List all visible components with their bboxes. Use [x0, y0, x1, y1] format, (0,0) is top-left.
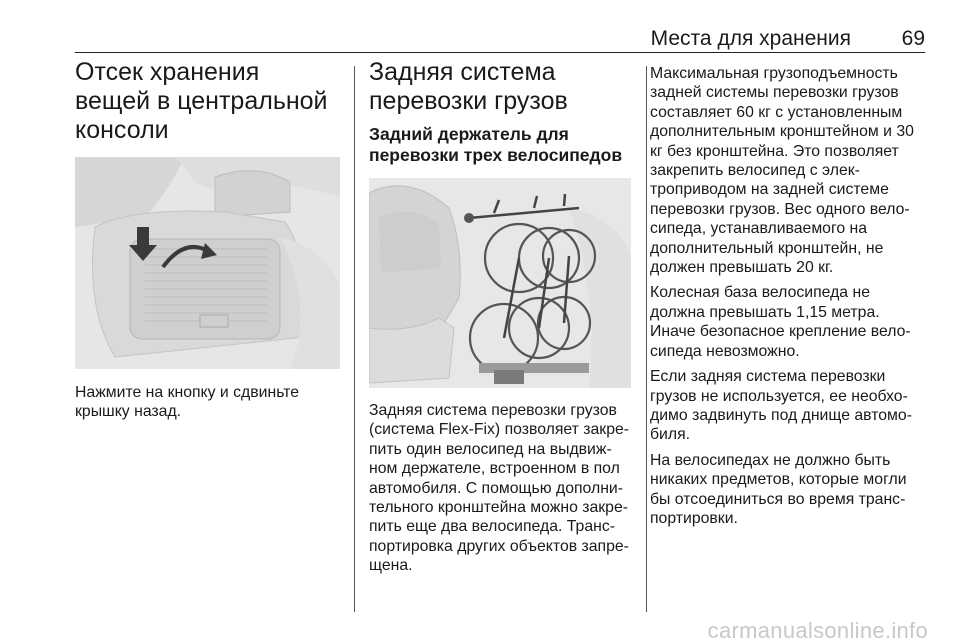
stowage-paragraph: Если задняя система перевозки грузов не используется, ее необходимо задвинуть под днище автомобиля.	[650, 368, 912, 444]
console-storage-caption: Нажмите на кнопку и сдвиньте крышку назад.	[75, 384, 300, 421]
column-carrier-details	[650, 58, 928, 528]
column-rear-carrier	[369, 58, 631, 576]
page-number: 69	[901, 27, 925, 50]
loose-items-paragraph: На велосипедах не должно быть никаких предметов, которые могли бы отсоединиться во время транспортировки.	[650, 451, 907, 527]
section-title: Места для хранения	[650, 27, 851, 50]
console-storage-heading: Отсек хранения вещей в центральной консоли	[75, 58, 328, 144]
column-divider-1	[354, 66, 355, 612]
rear-carrier-paragraph: Задняя система перевозки грузов (система Flex-Fix) позволяет закрепить один велосипед на выдвижном держателе, встроенном в пол автомобиля. С помощью дополнительного кронштейна можно закрепить еще два велосипеда. Транспортировка других объектов запрещена.	[369, 402, 630, 575]
rear-carrier-heading: Задняя система перевозки грузов	[369, 58, 568, 115]
three-bike-heading: Задний держатель для перевозки трех велосипедов	[369, 124, 623, 165]
column-console-storage	[75, 58, 340, 422]
column-divider-2	[646, 66, 647, 612]
page-header	[75, 26, 925, 52]
console-storage-figure	[75, 157, 340, 369]
header-rule	[75, 52, 925, 53]
wheelbase-paragraph: Колесная база велосипеда не должна превышать 1,15 метра. Иначе безопасное крепление велосипеда невозможно.	[650, 284, 911, 360]
site-watermark: carmanualsonline.info	[707, 618, 928, 643]
bike-carrier-figure	[369, 178, 631, 388]
load-capacity-paragraph: Максимальная грузоподъемность задней системы перевозки грузов составляет 60 кг с установленным дополнительным кронштейном и 30 кг без кронштейна. Это позволяет закрепить велосипед с электроприводом на задней системе перевозки грузов. Вес одного велосипеда, устанавливаемого на дополнительный кронштейн, не должен превышать 20 кг.	[650, 65, 914, 277]
